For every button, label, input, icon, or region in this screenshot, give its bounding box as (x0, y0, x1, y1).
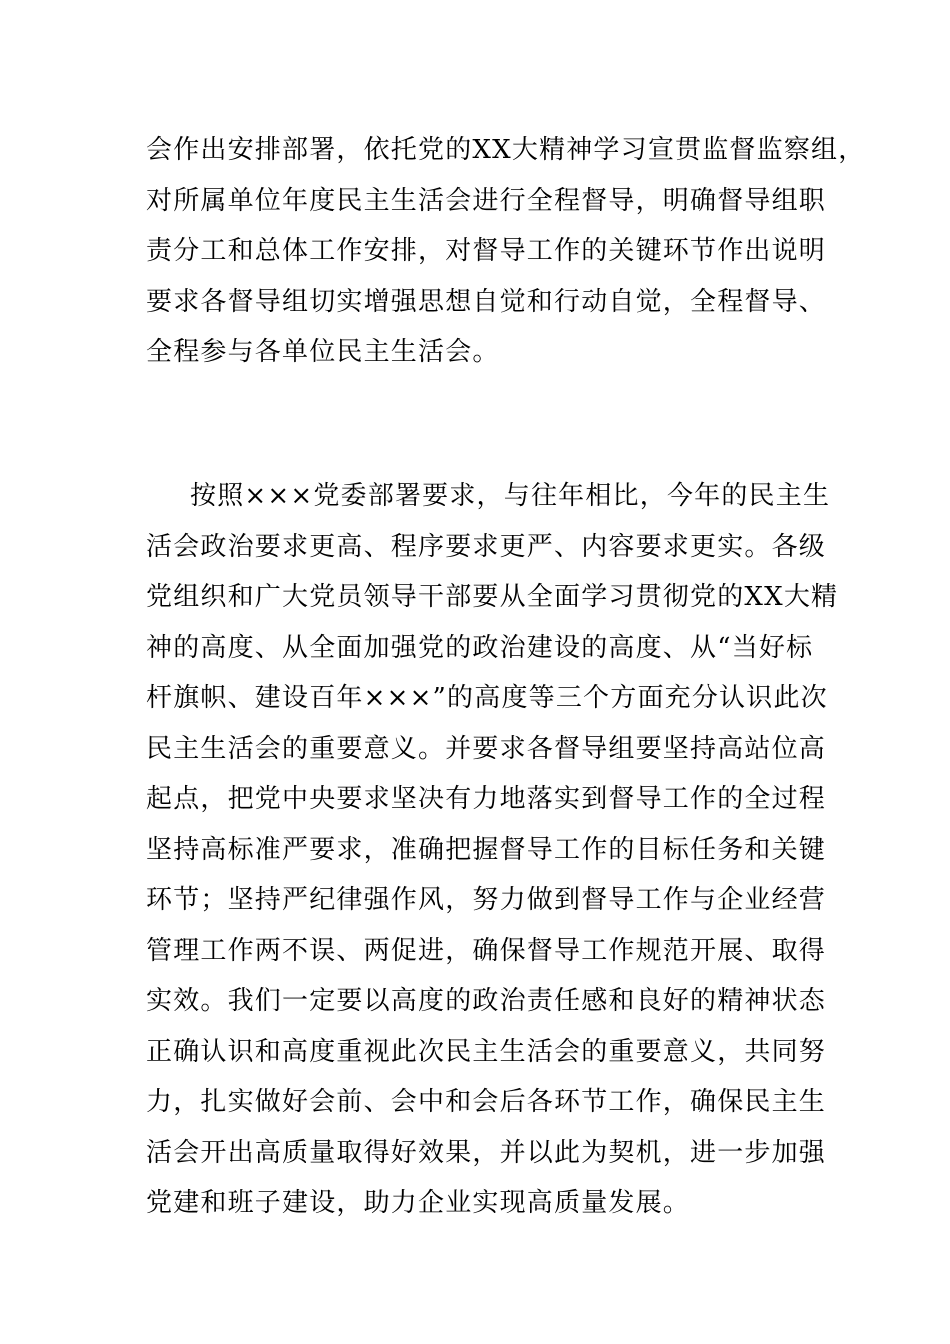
text-line: 正确认识和高度重视此次民主生活会的重要意义，共同努 (146, 1036, 827, 1067)
text-line: 会作出安排部署，依托党的XX大精神学习宣贯监督监察组， (146, 135, 866, 165)
paragraph-2 (146, 471, 839, 1229)
text-line: 环节；坚持严纪律强作风，努力做到督导工作与企业经营 (146, 885, 827, 915)
text-line: 全程参与各单位民主生活会。 (146, 337, 500, 367)
text-line: 责分工和总体工作安排，对督导工作的关键环节作出说明 (146, 236, 827, 266)
text-line: 坚持高标准严要求，准确把握督导工作的目标任务和关键 (146, 834, 827, 865)
text-line: 活会政治要求更高、程序要求更严、内容要求更实。各级 (146, 531, 827, 562)
text-line: 按照×××党委部署要求，与往年相比，今年的民主生 (190, 481, 831, 511)
text-line: 实效。我们一定要以高度的政治责任感和良好的精神状态 (146, 986, 827, 1016)
text-line: 党组织和广大党员领导干部要从全面学习贯彻党的XX大精 (146, 582, 839, 612)
text-line: 民主生活会的重要意义。并要求各督导组要坚持高站位高 (146, 733, 827, 764)
text-line: 要求各督导组切实增强思想自觉和行动自觉，全程督导、 (146, 286, 827, 317)
text-line: 神的高度、从全面加强党的政治建设的高度、从“当好标 (146, 632, 814, 663)
paragraph-1 (146, 125, 866, 378)
text-line: 力，扎实做好会前、会中和会后各环节工作，确保民主生 (146, 1087, 827, 1117)
text-line: 管理工作两不误、两促进，确保督导工作规范开展、取得 (146, 935, 827, 966)
text-line: 党建和班子建设，助力企业实现高质量发展。 (146, 1188, 691, 1218)
text-line: 对所属单位年度民主生活会进行全程督导，明确督导组职 (146, 185, 827, 216)
text-line: 杆旗帜、建设百年×××”的高度等三个方面充分认识此次 (146, 683, 828, 713)
text-line: 起点，把党中央要求坚决有力地落实到督导工作的全过程 (146, 784, 827, 814)
text-line: 活会开出高质量取得好效果，并以此为契机，进一步加强 (146, 1137, 827, 1168)
